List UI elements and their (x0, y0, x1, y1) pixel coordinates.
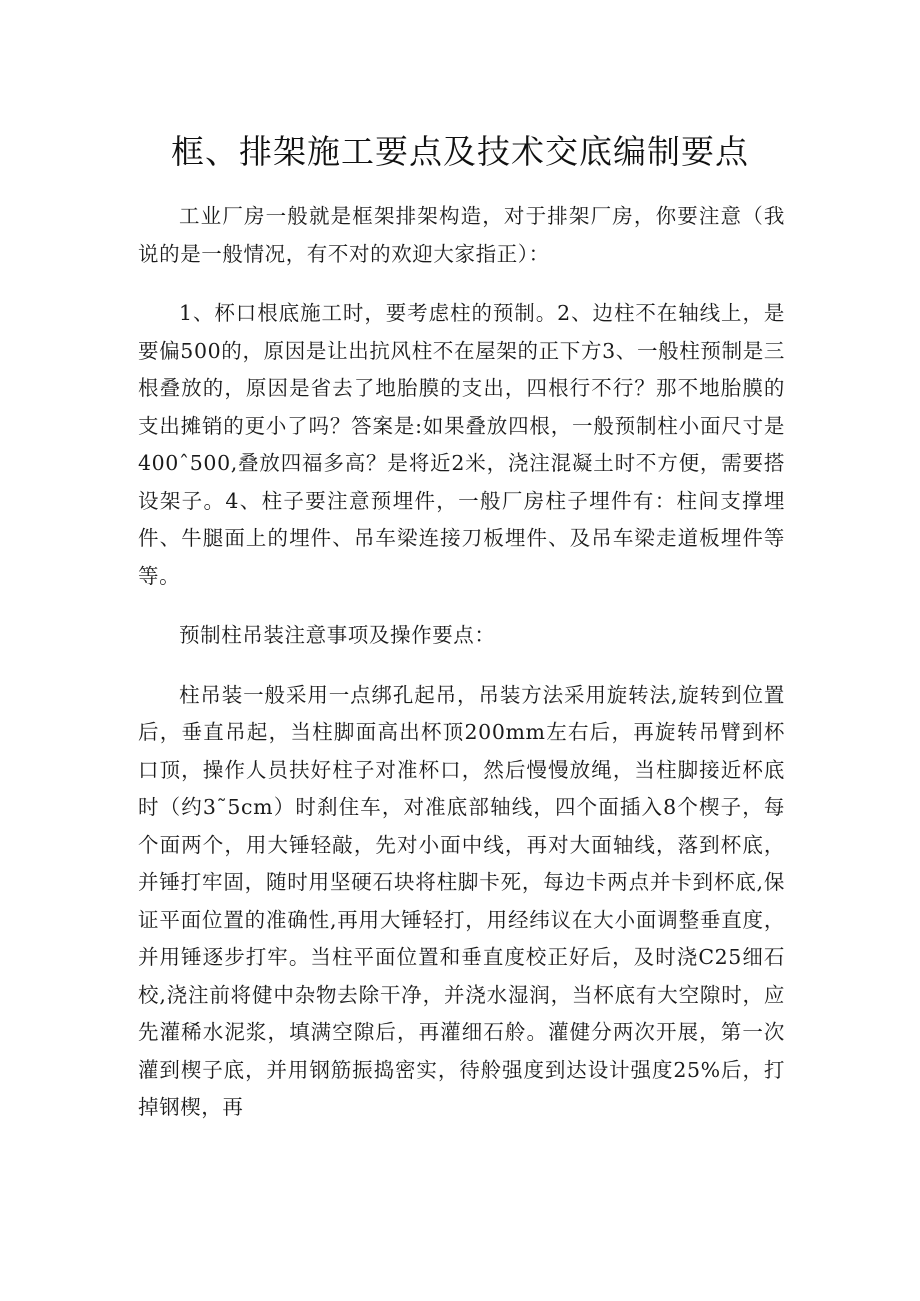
paragraph-lifting-procedure: 柱吊装一般采用一点绑孔起吊，吊装方法采用旋转法,旋转到位置后，垂直吊起，当柱脚面高出杯顶200mm左右后，再旋转吊臂到杯口顶，操作人员扶好柱子对准杯口，然后慢慢放绳，当柱脚接近杯底时（约3˜5cm）时刹住车，对准底部轴线，四个面插入8个楔子，每个面两个，用大锤轻敲，先对小面中线，再对大面轴线，落到杯底，并锤打牢固，随时用坚硬石块将柱脚卡死，每边卡两点并卡到杯底,保证平面位置的准确性,再用大锤轻打，用经纬议在大小面调整垂直度，并用锤逐步打牢。当柱平面位置和垂直度校正好后，及时浇C25细石校,浇注前将健中杂物去除干净，并浇水湿润，当杯底有大空隙时，应先灌稀水泥浆，填满空隙后，再灌细石舲。灌健分两次开展，第一次灌到楔子底，并用钢筋振捣密实，待舲强度到达设计强度25%后，打掉钢楔，再 (138, 682, 785, 1119)
paragraph-points: 1、杯口根底施工时，要考虑柱的预制。2、边柱不在轴线上，是要偏500的，原因是让出抗风柱不在屋架的正下方3、一般柱预制是三根叠放的，原因是省去了地胎膜的支出，四根行不行？那不地胎膜的支出摊销的更小了吗？答案是:如果叠放四根，一般预制柱小面尺寸是400ˆ500,叠放四福多高？是将近2米，浇注混凝土时不方便，需要搭设架子。4、柱子要注意预埋件，一般厂房柱子埋件有：柱间支撑埋件、牛腿面上的埋件、吊车梁连接刀板埋件、及吊车梁走道板埋件等等。 (138, 301, 785, 588)
paragraph-intro: 工业厂房一般就是框架排架构造，对于排架厂房，你要注意（我说的是一般情况，有不对的欢迎大家指正）： (138, 204, 785, 266)
document-body (138, 198, 785, 1149)
document-title: 框、排架施工要点及技术交底编制要点 (171, 132, 749, 171)
paragraph-section-heading: 预制柱吊装注意事项及操作要点： (179, 623, 496, 647)
